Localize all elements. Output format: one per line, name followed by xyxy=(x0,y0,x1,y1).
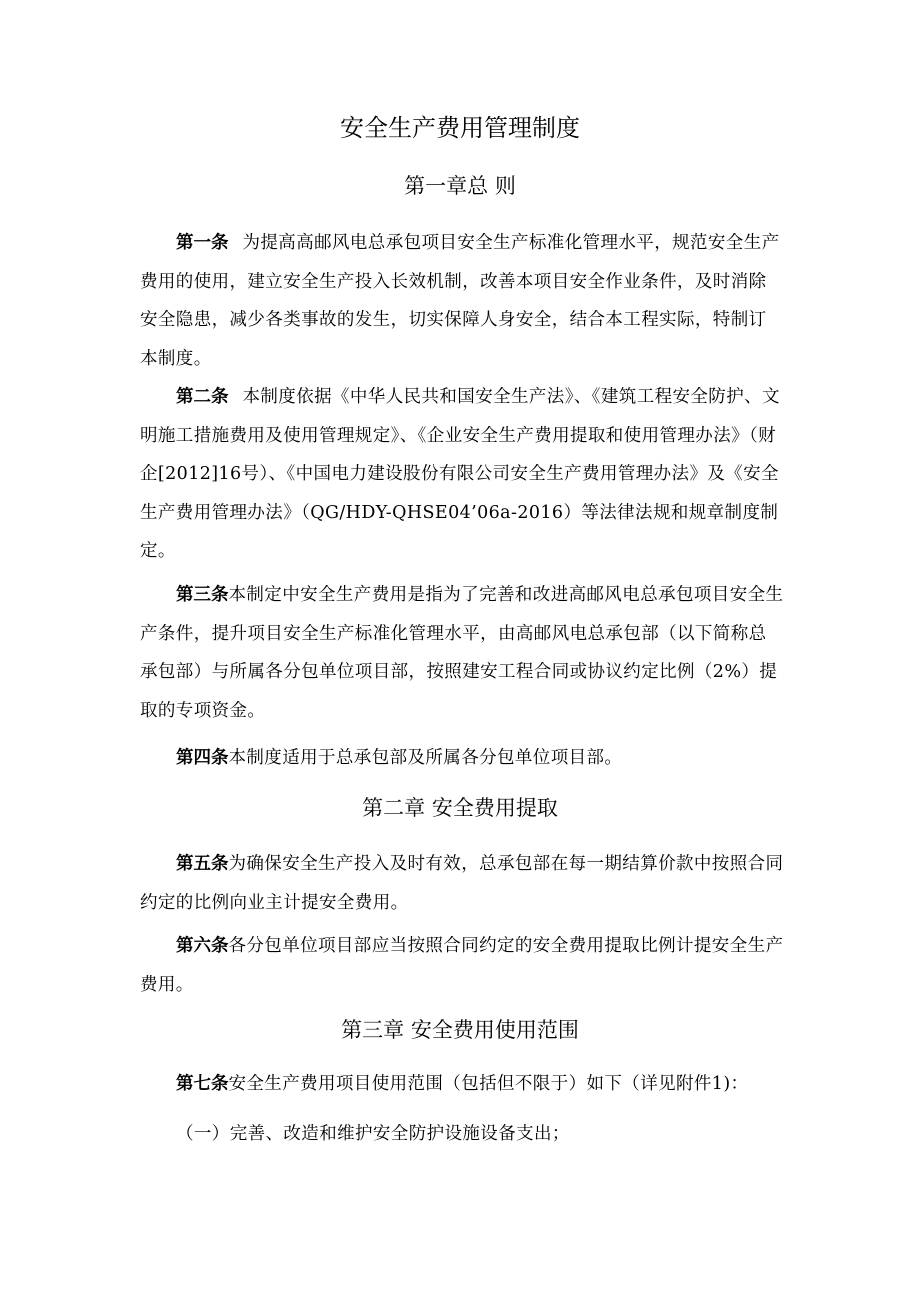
article-7 xyxy=(140,1066,784,1102)
article-5-number: 第五条 xyxy=(176,854,229,874)
article-4-text: 本制度适用于总承包部及所属各分包单位项目部。 xyxy=(228,748,623,768)
article-2-text: 本制度依据《中华人民共和国安全生产法》、《建筑工程安全防护、文明施工措施费用及使用管理规定》、《企业安全生产费用提取和使用管理办法》（财企[2012]16号）、《中国电力建设股份有限公司安全生产费用管理办法》及《安全生产费用管理办法》（QG/HDY-QHSE04’06a-2016）等法律法规和规章制度制定。 xyxy=(140,387,780,561)
chapter-1-heading: 第一章总 则 xyxy=(404,174,516,198)
chapter-2-heading: 第二章 安全费用提取 xyxy=(362,796,558,820)
article-4-number: 第四条 xyxy=(176,748,229,768)
article-3-number: 第三条 xyxy=(176,585,229,605)
article-1-text: 为提高高邮风电总承包项目安全生产标准化管理水平，规范安全生产费用的使用，建立安全生产投入长效机制，改善本项目安全作业条件，及时消除安全隐患，减少各类事故的发生，切实保障人身安全，结合本工程实际，特制订本制度。 xyxy=(140,233,780,369)
article-5-text: 为确保安全生产投入及时有效，总承包部在每一期结算价款中按照合同约定的比例向业主计提安全费用。 xyxy=(140,854,784,913)
article-6-text: 各分包单位项目部应当按照合同约定的安全费用提取比例计提安全生产费用。 xyxy=(140,936,784,995)
article-2-number: 第二条 xyxy=(176,387,229,407)
article-3 xyxy=(140,576,784,730)
article-6-number: 第六条 xyxy=(176,936,229,956)
article-6 xyxy=(140,927,784,1004)
article-7-number: 第七条 xyxy=(176,1074,229,1094)
article-5 xyxy=(140,845,784,922)
article-7-text: 安全生产费用项目使用范围（包括但不限于）如下（详见附件1)： xyxy=(228,1074,749,1094)
chapter-3-heading: 第三章 安全费用使用范围 xyxy=(341,1018,579,1042)
article-3-text: 本制定中安全生产费用是指为了完善和改进高邮风电总承包项目安全生产条件，提升项目安全生产标准化管理水平，由高邮风电总承包部（以下简称总承包部）与所属各分包单位项目部，按照建安工程合同或协议约定比例（2%）提取的专项资金。 xyxy=(140,585,784,721)
article-1 xyxy=(140,224,784,378)
list-item-1: （一）完善、改造和维护安全防护设施设备支出； xyxy=(176,1124,570,1144)
article-4 xyxy=(140,740,784,776)
document-title: 安全生产费用管理制度 xyxy=(340,114,580,142)
article-2 xyxy=(140,378,784,571)
article-1-number: 第一条 xyxy=(176,233,229,253)
